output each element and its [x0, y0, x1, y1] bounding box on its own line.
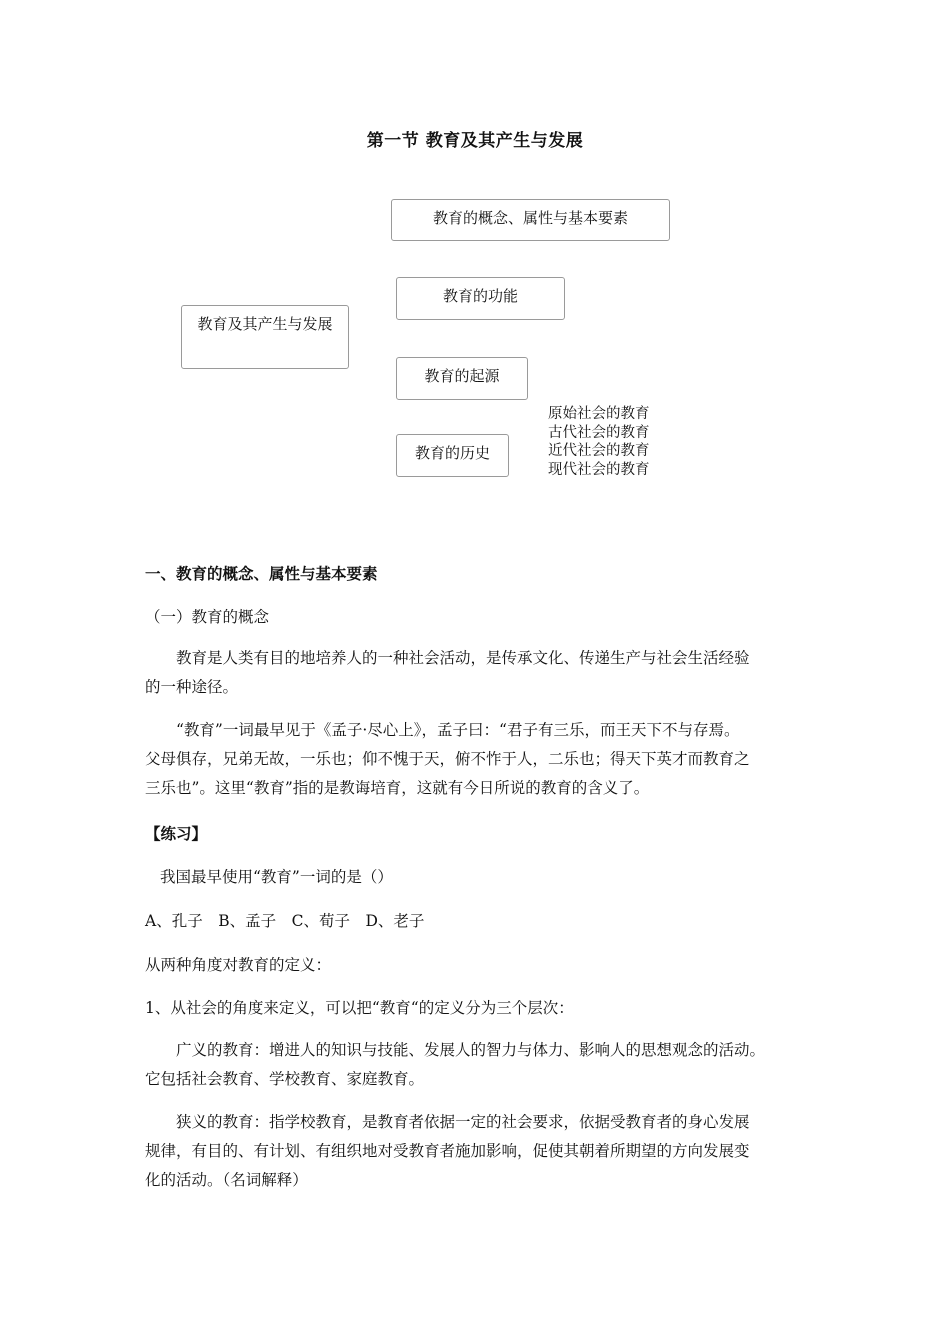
paragraph-line: 父母俱存，兄弟无故，一乐也；仰不愧于天，俯不怍于人，二乐也；得天下英才而教育之: [145, 750, 750, 768]
paragraph-narrow-education: [145, 1108, 750, 1195]
definition-intro: 从两种角度对教育的定义：: [145, 956, 332, 974]
diagram-branch-label: 教育的功能: [442, 287, 518, 305]
diagram-branch-history: [396, 434, 509, 477]
practice-question: 我国最早使用“教育”一词的是（）: [160, 868, 393, 886]
paragraph-line: 狭义的教育：指学校教育，是教育者依据一定的社会要求，依据受教育者的身心发展: [145, 1113, 750, 1131]
paragraph-line: 三乐也”。这里“教育”指的是教诲培育，这就有今日所说的教育的含义了。: [145, 779, 650, 797]
diagram-branch-label: 教育的起源: [424, 367, 500, 385]
history-item: 现代社会的教育: [548, 461, 650, 478]
diagram-root-label: 教育及其产生与发展: [197, 315, 333, 333]
diagram-root-box: [181, 305, 349, 369]
subsection-heading: （一）教育的概念: [145, 608, 270, 626]
history-item: 原始社会的教育: [548, 406, 650, 422]
practice-label: 【练习】: [145, 824, 208, 843]
history-item: 古代社会的教育: [548, 424, 650, 441]
paragraph-origin-of-term: [145, 716, 750, 803]
section-heading: 一、教育的概念、属性与基本要素: [145, 564, 378, 583]
practice-options: A、孔子 B、孟子 C、荀子 D、老子: [145, 912, 425, 930]
paragraph-line: 教育是人类有目的地培养人的一种社会活动，是传承文化、传递生产与社会生活经验: [145, 649, 750, 667]
paragraph-line: 它包括社会教育、学校教育、家庭教育。: [145, 1070, 425, 1088]
page-title: 第一节 教育及其产生与发展: [366, 131, 584, 151]
definition-social: 1、从社会的角度来定义，可以把“教育“的定义分为三个层次：: [145, 999, 574, 1017]
diagram-branch-label: 教育的概念、属性与基本要素: [432, 209, 628, 227]
paragraph-line: 广义的教育：增进人的知识与技能、发展人的智力与体力、影响人的思想观念的活动。: [145, 1041, 766, 1059]
paragraph-definition: [145, 644, 750, 702]
paragraph-line: 的一种途径。: [145, 678, 239, 696]
paragraph-broad-education: [145, 1036, 765, 1094]
paragraph-line: 规律，有目的、有计划、有组织地对受教育者施加影响，促使其朝着所期望的方向发展变: [145, 1142, 750, 1160]
diagram-branch-label: 教育的历史: [414, 444, 490, 462]
diagram-branch-origin: [396, 357, 528, 400]
history-item: 近代社会的教育: [548, 443, 650, 459]
paragraph-line: “教育”一词最早见于《孟子·尽心上》，孟子曰：“君子有三乐，而王天下不与存焉。: [145, 721, 740, 739]
paragraph-line: 化的活动。（名词解释）: [145, 1171, 308, 1189]
history-sublist: [548, 405, 650, 479]
diagram-branch-concept: [391, 199, 670, 241]
diagram-branch-function: [396, 277, 565, 320]
